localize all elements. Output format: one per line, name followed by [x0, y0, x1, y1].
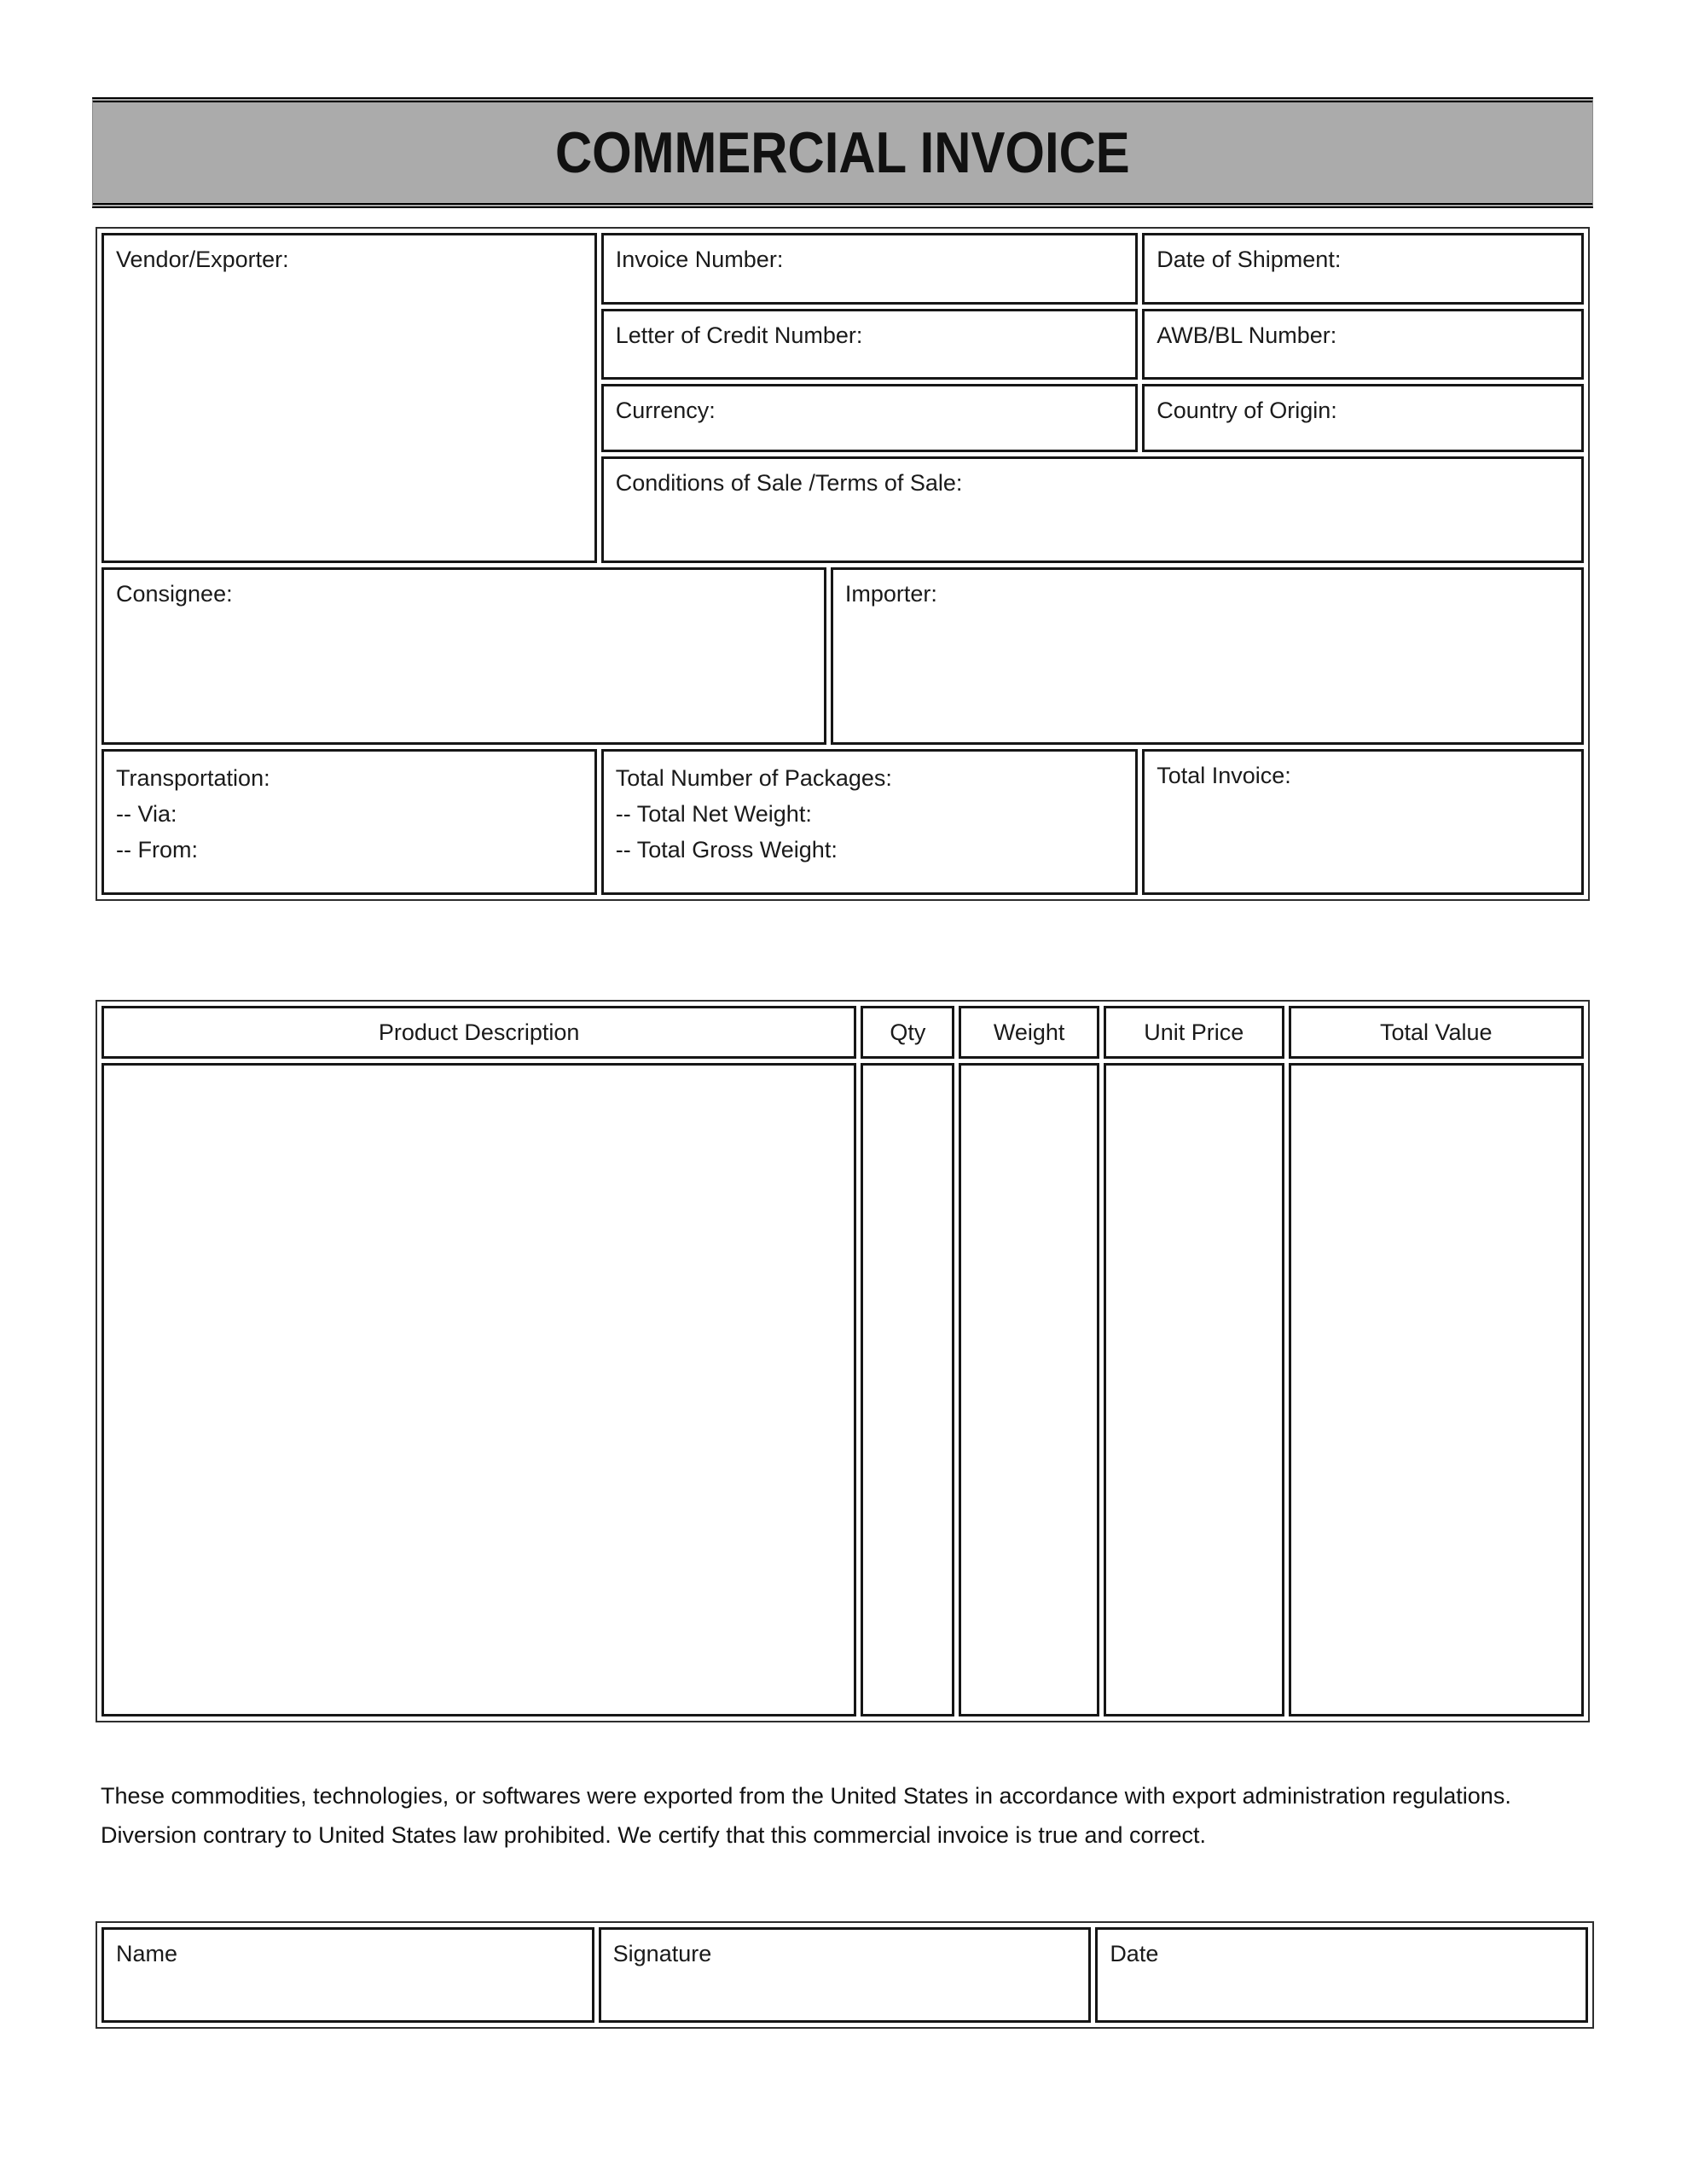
- product-table: [96, 1000, 1590, 1722]
- currency-field[interactable]: [601, 384, 1138, 452]
- transportation-field[interactable]: [101, 749, 597, 895]
- invoice-number-label: Invoice Number:: [615, 247, 784, 272]
- certification-line-1: These commodities, technologies, or softwares were exported from the United States in accordance with export administration regulations.: [101, 1783, 1511, 1809]
- column-header-unit-price: Unit Price: [1104, 1006, 1284, 1059]
- invoice-number-field[interactable]: [601, 233, 1138, 305]
- total-value-column-field[interactable]: [1289, 1063, 1584, 1716]
- signature-label: Signature: [612, 1941, 712, 1966]
- column-header-weight: Weight: [959, 1006, 1099, 1059]
- letter-of-credit-label: Letter of Credit Number:: [615, 322, 863, 348]
- transportation-label: Transportation:: [116, 765, 270, 791]
- weight-column-field[interactable]: [959, 1063, 1099, 1716]
- date-field[interactable]: [1095, 1927, 1588, 2023]
- page-title: COMMERCIAL INVOICE: [555, 120, 1130, 185]
- importer-label: Importer:: [844, 581, 937, 607]
- product-table-body-row: [101, 1063, 1584, 1716]
- consignee-field[interactable]: [101, 567, 826, 745]
- conditions-of-sale-label: Conditions of Sale /Terms of Sale:: [615, 470, 963, 496]
- consignee-label: Consignee:: [116, 581, 233, 607]
- name-field[interactable]: [101, 1927, 594, 2023]
- product-table-header-row: [101, 1006, 1584, 1059]
- letter-of-credit-field[interactable]: [601, 309, 1138, 380]
- total-invoice-label: Total Invoice:: [1157, 763, 1291, 788]
- awb-bl-number-label: AWB/BL Number:: [1157, 322, 1337, 348]
- conditions-of-sale-field[interactable]: [601, 456, 1584, 563]
- total-net-weight-label: -- Total Net Weight:: [615, 801, 812, 827]
- transportation-from-label: -- From:: [116, 837, 198, 863]
- country-of-origin-label: Country of Origin:: [1157, 398, 1337, 423]
- column-header-product-description: Product Description: [101, 1006, 856, 1059]
- date-of-shipment-field[interactable]: [1142, 233, 1584, 305]
- currency-label: Currency:: [615, 398, 716, 423]
- total-invoice-field[interactable]: [1142, 749, 1584, 895]
- vendor-exporter-label: Vendor/Exporter:: [116, 247, 289, 272]
- awb-bl-number-field[interactable]: [1142, 309, 1584, 380]
- product-description-column-field[interactable]: [101, 1063, 856, 1716]
- certification-line-2: Diversion contrary to United States law prohibited. We certify that this commercial invoice is true and correct.: [101, 1822, 1207, 1848]
- certification-text: [101, 1776, 1576, 1855]
- total-packages-label: Total Number of Packages:: [615, 765, 892, 791]
- shipment-info-table: [96, 227, 1590, 901]
- signature-table: [96, 1921, 1594, 2029]
- date-of-shipment-label: Date of Shipment:: [1157, 247, 1342, 272]
- total-gross-weight-label: -- Total Gross Weight:: [615, 837, 838, 863]
- date-label: Date: [1110, 1941, 1159, 1966]
- country-of-origin-field[interactable]: [1142, 384, 1584, 452]
- unit-price-column-field[interactable]: [1104, 1063, 1284, 1716]
- signature-field[interactable]: [599, 1927, 1092, 2023]
- invoice-title-bar: [92, 97, 1593, 208]
- total-packages-field[interactable]: [601, 749, 1138, 895]
- transportation-via-label: -- Via:: [116, 801, 177, 827]
- column-header-total-value: Total Value: [1289, 1006, 1584, 1059]
- vendor-exporter-field[interactable]: [101, 233, 597, 563]
- column-header-qty: Qty: [861, 1006, 954, 1059]
- qty-column-field[interactable]: [861, 1063, 954, 1716]
- importer-field[interactable]: [831, 567, 1584, 745]
- name-label: Name: [116, 1941, 178, 1966]
